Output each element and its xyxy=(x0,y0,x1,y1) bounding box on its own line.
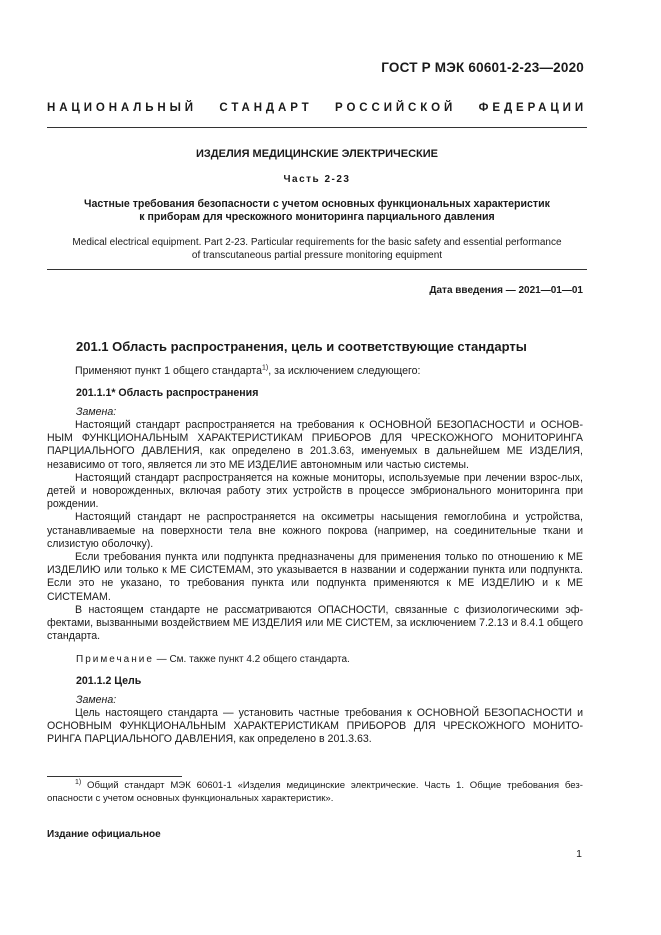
scope-replacement-label: Замена: xyxy=(76,406,117,418)
purpose-body xyxy=(47,707,583,747)
applies-paragraph xyxy=(47,365,583,378)
purpose-paragraph: Цель настоящего стандарта — установить частные требования к ОСНОВНОЙ БЕЗОПАСНОСТИ и ОСНОВНЫМ ФУНКЦИОНАЛЬНЫМ ХАРАКТЕРИСТИКАМ ПРИБОРОВ ДЛЯ ЧРЕСКОЖНОГО МОНИТО-РИНГА ПАРЦИАЛЬНОГО ДАВЛЕНИЯ, как определено в 201.3.63. xyxy=(47,707,583,746)
footnote-text: Общий стандарт МЭК 60601-1 «Изделия медицинские электрические. Часть 1. Общие требования без-опасности с учетом основных функциональных характеристик». xyxy=(47,780,583,804)
scope-paragraph-2: Настоящий стандарт распространяется на кожные мониторы, используемые при лечении взрос-лых, детей и новорожденных, включая работу этих устройств в процессе эмбрионального мониторинга при рождении. xyxy=(47,471,583,511)
header-divider xyxy=(47,127,587,128)
footnote-ref[interactable]: 1) xyxy=(262,364,269,372)
part-number: Часть 2-23 xyxy=(283,174,351,185)
subtitle-line-1: Частные требования безопасности с учетом основных функциональных характеристик xyxy=(84,198,550,210)
page-number: 1 xyxy=(576,848,582,860)
document-subtitle xyxy=(47,198,587,224)
english-title-line-2: of transcutaneous partial pressure monitoring equipment xyxy=(191,250,443,261)
note-label: Примечание xyxy=(76,654,154,665)
note xyxy=(76,654,350,665)
scope-heading: 201.1.1* Область распространения xyxy=(76,387,259,399)
introduction-date: Дата введения — 2021—01—01 xyxy=(429,285,583,296)
footnote xyxy=(47,779,583,805)
document-title: ИЗДЕЛИЯ МЕДИЦИНСКИЕ ЭЛЕКТРИЧЕСКИЕ xyxy=(195,148,439,160)
purpose-heading: 201.1.2 Цель xyxy=(76,675,142,687)
scope-paragraph-3: Настоящий стандарт не распространяется на оксиметры насыщения гемоглобина и устройства, устанавливаемые на поверхности тела вне кожного покрова (например, на соединительные ткани и слизистую оболочку). xyxy=(47,511,583,550)
scope-paragraph-1: Настоящий стандарт распространяется на требования к ОСНОВНОЙ БЕЗОПАСНОСТИ и ОСНОВ-НЫМ ФУНКЦИОНАЛЬНЫМ ХАРАКТЕРИСТИКАМ ПРИБОРОВ ДЛЯ ЧРЕСКОЖНОГО МОНИТОРИНГА ПАРЦИАЛЬНОГО ДАВЛЕНИЯ, как определено в 201.3.63, именуемых в дальнейшем МЕ ИЗДЕЛИЯ, независимо от того, является ли это МЕ ИЗДЕЛИЕ автономным или частью системы. xyxy=(47,419,583,471)
section-heading: 201.1 Область распространения, цель и соответствующие стандарты xyxy=(76,339,527,354)
purpose-replacement-label: Замена: xyxy=(76,694,117,706)
footnote-divider xyxy=(47,776,182,777)
applies-tail: , за исключением следующего: xyxy=(268,365,421,377)
scope-paragraph-5: В настоящем стандарте не рассматриваются ОПАСНОСТИ, связанные с физиологическими эф-фектами, вызванными воздействием МЕ ИЗДЕЛИЯ или МЕ СИСТЕМ, за исключением 7.2.13 и 8.4.1 общего стандарта. xyxy=(47,603,583,643)
scope-paragraph-4: Если требования пункта или подпункта предназначены для применения только по отношению к МЕ ИЗДЕЛИЮ или только к МЕ СИСТЕМАМ, это указывается в названии и содержании пункта или подпункта. Если это не указано, то требования пункта или подпункта применяются к МЕ ИЗДЕЛИЮ и к МЕ СИСТЕМАМ. xyxy=(47,551,583,603)
note-text: — См. также пункт 4.2 общего стандарта. xyxy=(153,654,350,665)
scope-body xyxy=(47,419,583,643)
english-title xyxy=(47,236,587,262)
applies-text: Применяют пункт 1 общего стандарта xyxy=(75,365,263,377)
subtitle-line-2: к приборам для чрескожного мониторинга парциального давления xyxy=(139,211,495,223)
title-divider xyxy=(47,269,587,270)
english-title-line-1: Medical electrical equipment. Part 2-23. Particular requirements for the basic safety and essential performance xyxy=(72,237,562,248)
official-edition-label: Издание официальное xyxy=(47,829,161,840)
standard-code: ГОСТ Р МЭК 60601-2-23—2020 xyxy=(381,60,584,75)
national-standard-title: НАЦИОНАЛЬНЫЙ СТАНДАРТ РОССИЙСКОЙ ФЕДЕРАЦИИ xyxy=(47,102,587,114)
footnote-marker: 1) xyxy=(75,778,82,786)
